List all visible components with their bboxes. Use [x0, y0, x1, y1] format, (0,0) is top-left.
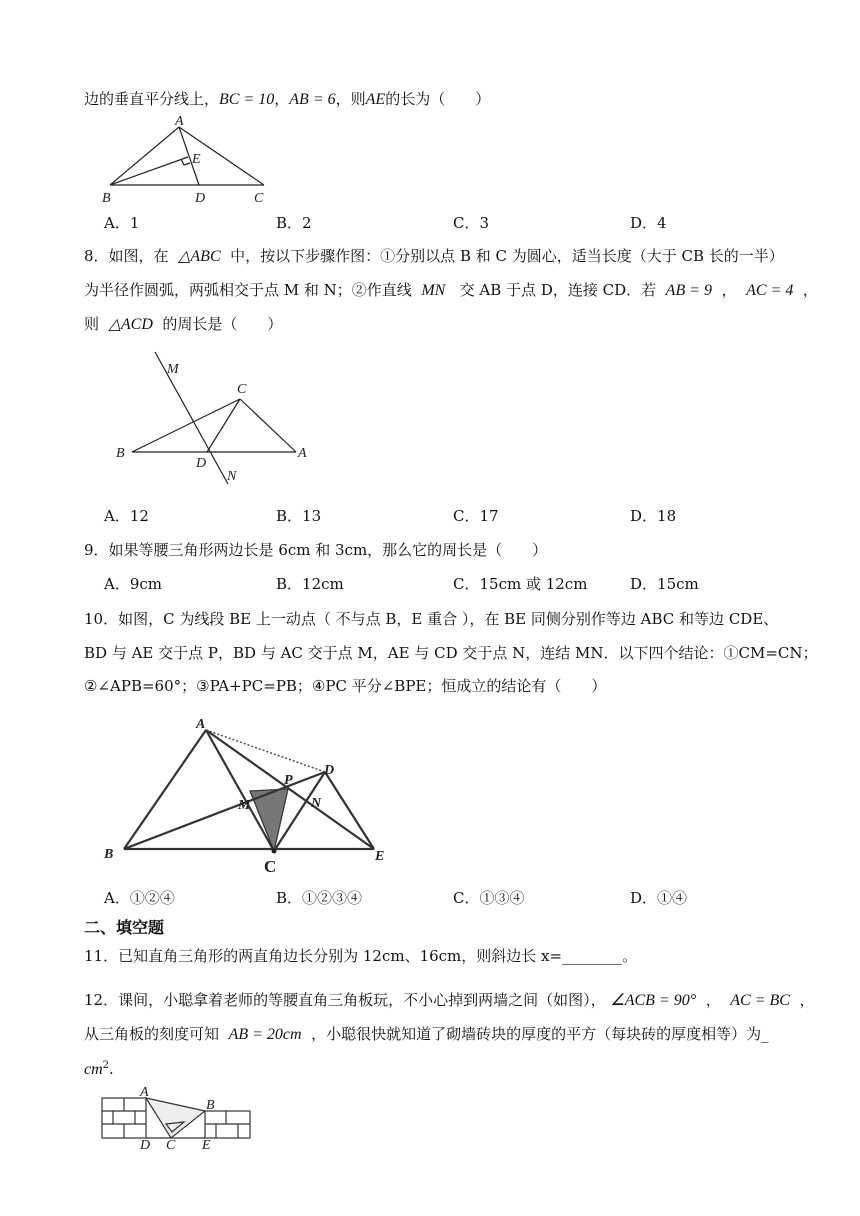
q8-choice-a[interactable]: A．12: [104, 507, 149, 525]
q10-label-p: P: [284, 773, 293, 788]
q8-choice-d[interactable]: D．18: [630, 507, 677, 525]
q10-label-n: N: [311, 796, 322, 811]
q10-label-a: A: [196, 717, 206, 732]
q12-unit-exponent: 2: [102, 1060, 110, 1071]
q10-label-e: E: [375, 849, 385, 864]
q12-math-unit: cm: [84, 1061, 103, 1078]
q12-stem-line2: [84, 1023, 769, 1046]
q8-math-ac: AC = 4: [746, 282, 794, 299]
q8-label-n: N: [227, 469, 237, 484]
q7-label-b: B: [102, 191, 111, 206]
q9-choice-b[interactable]: B．12cm: [276, 575, 344, 593]
q10-label-c: C: [264, 857, 277, 876]
q7-figure: [96, 114, 276, 206]
q8-label-c: C: [237, 382, 247, 397]
q8-stem-line1: [84, 245, 784, 268]
q7-choice-c[interactable]: C．3: [453, 214, 490, 232]
q8-text: 交 AB 于点 D，连接 CD．若: [459, 281, 657, 299]
q8-text: 则: [84, 315, 100, 333]
q12-text: ，: [799, 991, 815, 1009]
q7-label-e: E: [192, 152, 201, 167]
q8-math-acd: △ACD: [108, 316, 153, 333]
q8-math-mn: MN: [421, 282, 446, 299]
q8-choice-b[interactable]: B．13: [276, 507, 322, 525]
q12-stem-line1: [84, 989, 815, 1012]
q8-stem-line2: [84, 279, 818, 302]
q12-label-b: B: [206, 1098, 215, 1113]
q7-text: 的长为（ ）: [385, 90, 491, 108]
q8-label-d: D: [196, 456, 207, 471]
q12-label-a: A: [140, 1086, 149, 1100]
q8-text: 中，按以下步骤作图：①分别以点 B 和 C 为圆心，适当长度（大于 CB 长的一半）: [230, 247, 784, 265]
q7-text: 边的垂直平分线上，: [84, 90, 220, 108]
q8-label-m: M: [167, 362, 179, 377]
q12-math-angle: ∠ACB = 90°: [610, 992, 697, 1009]
q10-label-m: M: [238, 798, 251, 813]
q10-stem-line1: 10．如图，C 为线段 BE 上一动点（ 不与点 B，E 重合 ），在 BE 同侧分别作等边 ABC 和等边 CDE、: [84, 610, 779, 628]
q9-choice-c[interactable]: C．15cm 或 12cm: [453, 575, 588, 593]
q8-text: 8．如图，在: [84, 247, 169, 265]
q7-stem: [84, 88, 490, 111]
q12-math-ab: AB = 20cm: [228, 1026, 302, 1043]
q10-stem-line2: BD 与 AE 交于点 P，BD 与 AC 交于点 M，AE 与 CD 交于点 N，连结 MN．以下四个结论：①CM=CN；: [84, 644, 818, 662]
q8-text: 的周长是（ ）: [162, 315, 283, 333]
q7-math-bc: BC = 10: [219, 91, 275, 108]
q8-label-a: A: [298, 446, 307, 461]
q8-math-ab: AB = 9: [665, 282, 713, 299]
q12-text: 从三角板的刻度可知: [84, 1025, 220, 1043]
q12-label-d: D: [140, 1138, 151, 1152]
q12-text: .: [109, 1060, 114, 1078]
q7-math-ab: AB = 6: [289, 91, 336, 108]
section-heading: 二、填空题: [84, 918, 165, 937]
q10-choice-d[interactable]: D．①④: [630, 889, 688, 907]
q10-figure: [100, 712, 392, 878]
q10-label-d: D: [324, 763, 335, 778]
q7-label-c: C: [254, 191, 264, 206]
q10-stem-line3: ②∠APB=60°；③PA+PC=PB；④PC 平分∠BPE；恒成立的结论有（ ）: [84, 677, 607, 695]
q8-label-b: B: [116, 446, 125, 461]
q12-label-e: E: [202, 1138, 211, 1152]
q7-text: ，: [274, 90, 290, 108]
q12-label-c: C: [166, 1138, 176, 1152]
q12-figure: [96, 1086, 256, 1152]
q9-stem: 9．如果等腰三角形两边长是 6cm 和 3cm，那么它的周长是（ ）: [84, 541, 548, 559]
q7-choice-d[interactable]: D．4: [630, 214, 667, 232]
q7-choice-b[interactable]: B．2: [276, 214, 312, 232]
q8-figure: [110, 344, 325, 490]
q8-text: ，: [802, 281, 818, 299]
q8-stem-line3: [84, 313, 282, 336]
q12-text: ，: [705, 991, 721, 1009]
q11-stem: 11．已知直角三角形的两直角边长分别为 12cm、16cm，则斜边长 x=________。: [84, 947, 638, 965]
q7-label-a: A: [175, 114, 184, 129]
q12-stem-line3: [84, 1055, 114, 1081]
q8-choice-c[interactable]: C．17: [453, 507, 499, 525]
q12-text: 12．课间，小聪拿着老师的等腰直角三角板玩，不小心掉到两墙之间（如图），: [84, 991, 606, 1009]
q8-text: ，: [721, 281, 737, 299]
q10-label-b: B: [104, 847, 114, 862]
q8-text: 为半径作圆弧，两弧相交于点 M 和 N；②作直线: [84, 281, 412, 299]
q7-text: ，则: [335, 90, 366, 108]
q10-choice-a[interactable]: A．①②④: [104, 889, 175, 907]
q10-choice-b[interactable]: B．①②③④: [276, 889, 363, 907]
q7-choice-a[interactable]: A．1: [104, 214, 140, 232]
q12-text: ，小聪很快就知道了砌墙砖块的厚度的平方（每块砖的厚度相等）为_: [311, 1025, 769, 1043]
q9-choice-d[interactable]: D．15cm: [630, 575, 699, 593]
q10-choice-c[interactable]: C．①③④: [453, 889, 525, 907]
q9-choice-a[interactable]: A．9cm: [104, 575, 163, 593]
q7-math-ae: AE: [365, 91, 386, 108]
q7-label-d: D: [195, 191, 206, 206]
q8-math-abc: △ABC: [178, 248, 221, 265]
q12-math-ac-bc: AC = BC: [730, 992, 790, 1009]
